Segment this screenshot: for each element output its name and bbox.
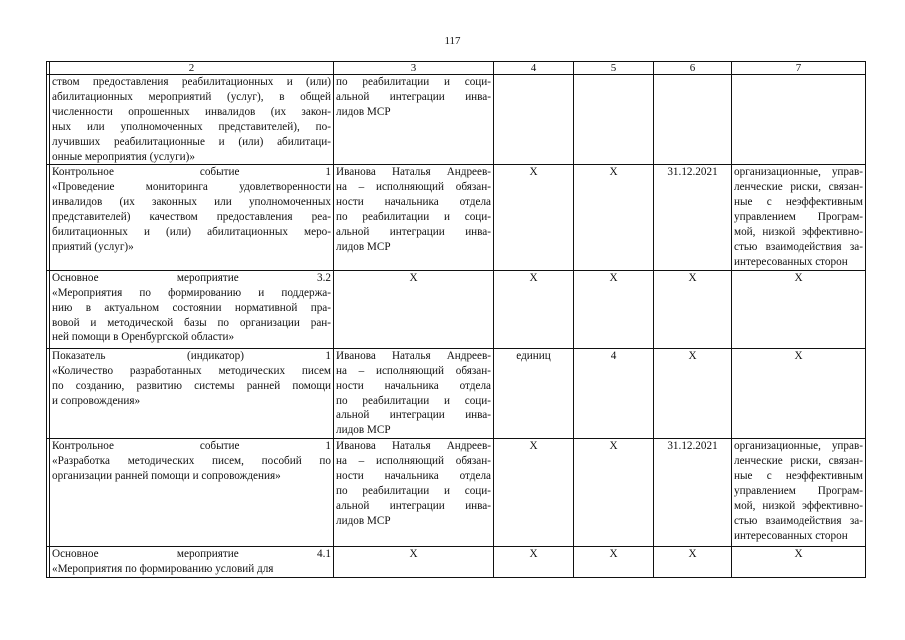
deadline-cell: 31.12.2021 (654, 439, 732, 547)
risks-cell: Х (732, 270, 866, 348)
deadline-cell: 31.12.2021 (654, 165, 732, 270)
responsible-person-cell: Х (334, 270, 494, 348)
cell-text-line: ности начальника отдела (336, 196, 491, 209)
deadline-cell: Х (654, 270, 732, 348)
event-description-cell (50, 75, 334, 165)
unit-cell: Х (494, 439, 574, 547)
cell-text-line: Основное мероприятие 3.2 (52, 271, 331, 284)
cell-text-line: численности опрошенных инвалидов (их закон- (52, 105, 331, 118)
cell-text-line: «Мероприятия по формированию условий для (52, 563, 274, 576)
table-row (47, 348, 866, 438)
cell-text-line: лидов МСР (336, 240, 391, 253)
cell-text-line: на – исполняющий обязан- (336, 181, 491, 194)
cell-text-line: Контрольное событие 1 (52, 166, 331, 179)
unit-cell: единиц (494, 348, 574, 438)
unit-cell: Х (494, 270, 574, 348)
event-description-cell (50, 270, 334, 348)
responsible-person-cell (334, 348, 494, 438)
deadline-cell: Х (654, 348, 732, 438)
unit-cell: Х (494, 547, 574, 578)
cell-text-line: онные мероприятия (услуги)» (52, 150, 195, 163)
column-header: 4 (494, 62, 574, 75)
cell-text-line: нию в актуальном состоянии нормативной пра- (52, 301, 331, 314)
unit-cell (494, 75, 574, 165)
cell-text-line: мой, низкой эффективно- (734, 226, 863, 239)
cell-text-line: Иванова Наталья Андреев- (336, 349, 491, 362)
responsible-person-cell (334, 165, 494, 270)
responsible-person-cell (334, 75, 494, 165)
cell-text-line: ных или уполномоченных представителей), по- (52, 120, 331, 133)
column-header: 7 (732, 62, 866, 75)
responsible-person-cell: Х (334, 547, 494, 578)
cell-text-line: лидов МСР (336, 424, 391, 437)
cell-text-line: абилитационных мероприятий (услуг), в общей (52, 90, 331, 103)
column-header: 6 (654, 62, 732, 75)
cell-text-line: стью взаимодействия за- (734, 514, 863, 527)
cell-text-line: по реабилитации и соци- (336, 394, 491, 407)
cell-text-line: управлением Програм- (734, 484, 863, 497)
responsible-person-cell (334, 439, 494, 547)
cell-text-line: билитационных и (или) абилитационных меро- (52, 226, 331, 239)
table-header-row (47, 62, 866, 75)
cell-text-line: инвалидов (их законных или уполномоченных (52, 196, 331, 209)
cell-text-line: интересованных сторон (734, 255, 848, 268)
value-cell: Х (574, 439, 654, 547)
cell-text-line: по реабилитации и соци- (336, 211, 491, 224)
cell-text-line: «Мероприятия по формированию и поддержа- (52, 286, 331, 299)
table-row (47, 547, 866, 578)
cell-text-line: приятий (услуг)» (52, 240, 134, 253)
cell-text-line: Иванова Наталья Андреев- (336, 166, 491, 179)
cell-text-line: на – исполняющий обязан- (336, 455, 491, 468)
value-cell: Х (574, 270, 654, 348)
cell-text-line: лучивших реабилитационные и (или) абилитаци- (52, 135, 331, 148)
cell-text-line: по реабилитации и соци- (336, 76, 491, 88)
column-header: 5 (574, 62, 654, 75)
table-row (47, 165, 866, 270)
cell-text-line: мой, низкой эффективно- (734, 499, 863, 512)
cell-text-line: ством предоставления реабилитационных и (или) (52, 76, 331, 88)
cell-text-line: Иванова Наталья Андреев- (336, 440, 491, 453)
cell-text-line: по реабилитации и соци- (336, 484, 491, 497)
event-description-cell (50, 547, 334, 578)
cell-text-line: по созданию, развитию системы ранней помощи (52, 379, 331, 392)
page-number: 117 (444, 35, 461, 47)
cell-text-line: альной интеграции инва- (336, 409, 491, 422)
cell-text-line: Основное мероприятие 4.1 (52, 548, 331, 561)
table-row (47, 439, 866, 547)
cell-text-line: «Разработка методических писем, пособий по (52, 455, 331, 468)
cell-text-line: вовой и методической базы по организации ран- (52, 316, 331, 329)
cell-text-line: и сопровождения» (52, 394, 141, 407)
cell-text-line: ней помощи в Оренбургской области» (52, 331, 235, 344)
cell-text-line: организационные, управ- (734, 440, 863, 453)
table-row (47, 75, 866, 165)
value-cell: Х (574, 547, 654, 578)
cell-text-line: организационные, управ- (734, 166, 863, 179)
cell-text-line: ленческие риски, связан- (734, 455, 863, 468)
value-cell (574, 75, 654, 165)
cell-text-line: ные с неэффективным (734, 470, 863, 483)
cell-text-line: ные с неэффективным (734, 196, 863, 209)
column-header: 2 (50, 62, 334, 75)
cell-text-line: ности начальника отдела (336, 470, 491, 483)
risks-cell (732, 75, 866, 165)
cell-text-line: интересованных сторон (734, 529, 848, 542)
event-description-cell (50, 439, 334, 547)
table-row (47, 270, 866, 348)
cell-text-line: лидов МСР (336, 105, 391, 118)
cell-text-line: альной интеграции инва- (336, 226, 491, 239)
cell-text-line: организации ранней помощи и сопровождения» (52, 470, 281, 483)
cell-text-line: ности начальника отдела (336, 379, 491, 392)
risks-cell (732, 439, 866, 547)
risks-cell: Х (732, 348, 866, 438)
cell-text-line: представителей) качеством предоставления реа- (52, 211, 331, 224)
cell-text-line: лидов МСР (336, 514, 391, 527)
cell-text-line: альной интеграции инва- (336, 499, 491, 512)
deadline-cell (654, 75, 732, 165)
column-header: 3 (334, 62, 494, 75)
cell-text-line: ленческие риски, связан- (734, 181, 863, 194)
value-cell: 4 (574, 348, 654, 438)
risks-cell: Х (732, 547, 866, 578)
cell-text-line: управлением Програм- (734, 211, 863, 224)
cell-text-line: на – исполняющий обязан- (336, 364, 491, 377)
cell-text-line: Показатель (индикатор) 1 (52, 349, 331, 362)
risks-cell (732, 165, 866, 270)
value-cell: Х (574, 165, 654, 270)
deadline-cell: Х (654, 547, 732, 578)
cell-text-line: «Проведение мониторинга удовлетворенности (52, 181, 331, 194)
program-table (46, 61, 866, 578)
cell-text-line: Контрольное событие 1 (52, 440, 331, 453)
cell-text-line: альной интеграции инва- (336, 90, 491, 103)
cell-text-line: «Количество разработанных методических писем (52, 364, 331, 377)
event-description-cell (50, 348, 334, 438)
event-description-cell (50, 165, 334, 270)
cell-text-line: стью взаимодействия за- (734, 240, 863, 253)
unit-cell: Х (494, 165, 574, 270)
